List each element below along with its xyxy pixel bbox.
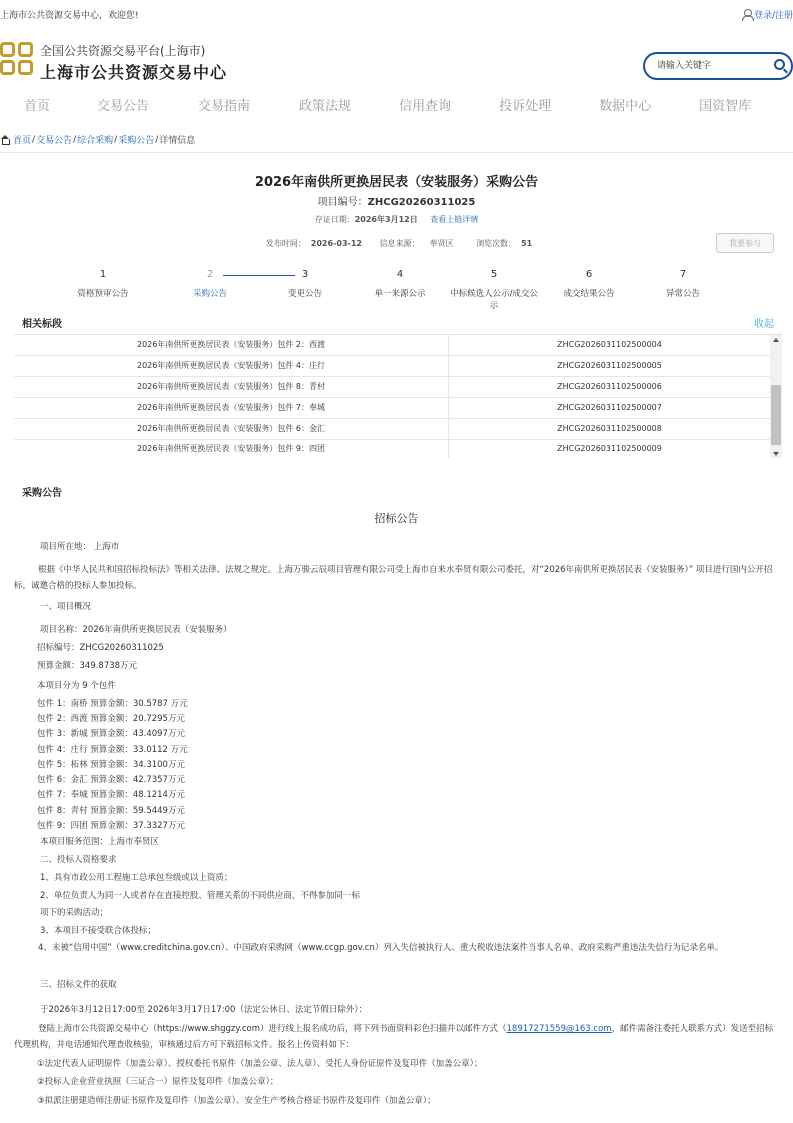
nav-trade-notice[interactable]: 交易公告 (97, 99, 150, 114)
required-doc-2: ②投标人企业营业执照（三证合一）原件及复印件（加盖公章）； (37, 1077, 279, 1087)
scroll-thumb[interactable] (771, 385, 781, 445)
table-scrollbar[interactable] (770, 335, 782, 458)
login-label[interactable]: 登录/注册 (753, 10, 793, 21)
project-name: 项目名称：2026年南供所更换居民表（安装服务） (40, 625, 232, 635)
step-change[interactable]: 3 变更公告 (287, 269, 322, 299)
welcome-text: 上海市公共资源交易中心，欢迎您! (0, 10, 139, 21)
required-doc-1: ①法定代表人证明原件（加盖公章）、授权委托书原件（加盖公章、法人章）、受托人身份证原件及复印件（加盖公章）； (37, 1059, 483, 1069)
breadcrumb: 首页 / 交易公告 / 综合采购 / 采购公告 / 详情信息 (0, 133, 195, 146)
step-prequal[interactable]: 1 资格预审公告 (77, 269, 129, 299)
breadcrumb-current: 详情信息 (159, 136, 196, 146)
publish-time: 2026-03-12 (310, 239, 362, 248)
scroll-up-icon[interactable] (773, 338, 779, 342)
package-item: 包件 2：西渡 预算金额：20.7295万元 (37, 714, 185, 724)
notice-intro: 根据《中华人民共和国招标投标法》等相关法律、法规之规定。上海万骏云辰项目管理有限公司受上海市自来水奉贤有限公司委托，对“2026年南供所更换居民表（安装服务）” 项目进行国内公开招标，诚邀合格的投标人参加投标。 (14, 565, 773, 591)
info-source: 奉贤区 (429, 239, 454, 248)
packages-intro: 本项目分为 9 个包件 (37, 681, 116, 691)
view-count: 51 (521, 239, 533, 248)
requirement-2-cont: 项下的采购活动； (40, 908, 109, 918)
package-item: 包件 9：四团 预算金额：37.3327万元 (37, 821, 185, 831)
step-procurement[interactable]: 2 采购公告 (192, 269, 227, 299)
login-link[interactable] (742, 8, 793, 21)
nav-credit[interactable]: 信用查询 (399, 99, 452, 114)
table-row[interactable]: 2026年南供所更换居民表（安装服务）包件 9：四团 ZHCG2026031102500009 (14, 439, 770, 458)
scroll-down-icon[interactable] (773, 452, 779, 456)
registration-time: 于2026年3月12日17:00至 2026年3月17日17:00（法定公休日、法定节假日除外）： (40, 1005, 368, 1015)
section-3-heading: 三、招标文件的获取 (40, 980, 117, 990)
site-subtitle: 全国公共资源交易平台(上海市) (40, 44, 206, 58)
search-icon[interactable] (774, 59, 785, 70)
registration-method: 登陆上海市公共资源交易中心（https://www.shggzy.com）进行线上报名成功后，将下列书面资料彩色扫描并以邮件方式（18917271559@163.com，邮件需备注委托人联系方式）发送至招标代理机构，并电话通知代理查收核验，审核通过后方可下载招标文件。报名上传资料如下： (14, 1024, 774, 1050)
table-row[interactable]: 2026年南供所更换居民表（安装服务）包件 4：庄行 ZHCG2026031102500005 (14, 356, 770, 377)
package-item: 包件 5：柘林 预算金额：34.3100万元 (37, 760, 185, 770)
step-exception[interactable]: 7 异常公告 (665, 269, 700, 299)
service-scope: 本项目服务范围：上海市奉贤区 (40, 837, 160, 847)
announcement-title: 2026年南供所更换居民表（安装服务）采购公告 (254, 175, 539, 190)
related-sections-heading: 相关标段 (22, 319, 62, 330)
process-steps (58, 266, 738, 318)
required-doc-3: ③拟派注册建造师注册证书原件及复印件（加盖公章）、安全生产考核合格证书原件及复印件（加盖公章）； (37, 1096, 436, 1106)
divider (0, 152, 793, 153)
step-single-source[interactable]: 4 单一来源公示 (374, 269, 426, 299)
breadcrumb-comprehensive[interactable]: 综合采购 (77, 136, 114, 146)
project-code: 项目编号：ZHCG20260311025 (317, 197, 476, 208)
nav-trade-guide[interactable]: 交易指南 (198, 99, 251, 114)
breadcrumb-procurement[interactable]: 采购公告 (118, 136, 155, 146)
package-item: 包件 3：新城 预算金额：43.4097万元 (37, 729, 185, 739)
requirement-3: 3、本项目不接受联合体投标； (40, 926, 156, 936)
notice-doc-title: 招标公告 (374, 512, 419, 525)
nav-complaint[interactable]: 投诉处理 (499, 99, 552, 114)
nav-think-tank[interactable]: 国资智库 (699, 99, 752, 114)
related-sections-table (14, 334, 782, 458)
package-item: 包件 4：庄行 预算金额：33.0112 万元 (37, 745, 188, 755)
site-title: 上海市公共资源交易中心 (40, 63, 228, 82)
nav-policy[interactable]: 政策法规 (299, 99, 352, 114)
bid-number: 招标编号：ZHCG20260311025 (37, 643, 164, 653)
project-location: 项目所在地： 上海市 (40, 542, 120, 552)
section-2-heading: 二、投标人资格要求 (40, 855, 117, 865)
evidence-date: 存证日期：2026年3月12日 查看上链详情 (314, 215, 479, 224)
collapse-link[interactable]: 收起 (754, 319, 774, 330)
table-row[interactable]: 2026年南供所更换居民表（安装服务）包件 6：金汇 ZHCG2026031102500008 (14, 419, 770, 440)
section-1-heading: 一、项目概况 (40, 602, 92, 612)
breadcrumb-trade-notice[interactable]: 交易公告 (36, 136, 73, 146)
search-box (643, 52, 793, 80)
package-item: 包件 7：奉城 预算金额：48.1214万元 (37, 790, 185, 800)
search-input[interactable] (645, 54, 765, 78)
main-nav (0, 92, 793, 122)
table-row[interactable]: 2026年南供所更换居民表（安装服务）包件 7：奉城 ZHCG2026031102500007 (14, 398, 770, 419)
join-button[interactable]: 我要参与 (716, 233, 774, 253)
package-item: 包件 1：南桥 预算金额：30.5787 万元 (37, 699, 188, 709)
requirement-4: 4、未被“信用中国”（www.creditchina.gov.cn）、中国政府采购网（www.ccgp.gov.cn）列入失信被执行人、重大税收违法案件当事人名单、政府采购严重违法失信行为记录名单。 (38, 943, 724, 953)
nav-home[interactable]: 首页 (24, 99, 51, 114)
top-bar (0, 0, 793, 28)
requirement-1: 1、具有市政公用工程施工总承包叁级或以上资质； (40, 873, 233, 883)
budget-amount: 预算金额：349.8738万元 (37, 661, 138, 671)
requirement-2: 2、单位负责人为同一人或者存在直接控股、管理关系的不同供应商，不得参加同一标 (40, 891, 360, 901)
package-item: 包件 8：青村 预算金额：59.5449万元 (37, 806, 185, 816)
table-row[interactable]: 2026年南供所更换居民表（安装服务）包件 8：青村 ZHCG2026031102500006 (14, 377, 770, 398)
step-candidate[interactable]: 5 中标候选人公示/成交公示 (450, 269, 538, 311)
package-item: 包件 6：金汇 预算金额：42.7357万元 (37, 775, 185, 785)
chain-detail-link[interactable]: 查看上链详情 (430, 215, 479, 224)
user-icon (742, 9, 752, 20)
table-row[interactable]: 2026年南供所更换居民表（安装服务）包件 2：西渡 ZHCG2026031102500004 (14, 335, 770, 356)
step-result[interactable]: 6 成交结果公告 (563, 269, 615, 299)
home-icon (0, 135, 10, 144)
email-link[interactable]: 18917271559@163.com (506, 1024, 612, 1034)
notice-section-heading: 采购公告 (22, 488, 62, 499)
nav-data-center[interactable]: 数据中心 (599, 99, 652, 114)
site-logo[interactable] (0, 42, 34, 76)
announcement-meta: 发布时间： 2026-03-12 信息来源： 奉贤区 浏览次数： 51 (265, 239, 533, 248)
breadcrumb-home[interactable]: 首页 (13, 136, 32, 146)
project-code-value: ZHCG20260311025 (367, 197, 476, 208)
